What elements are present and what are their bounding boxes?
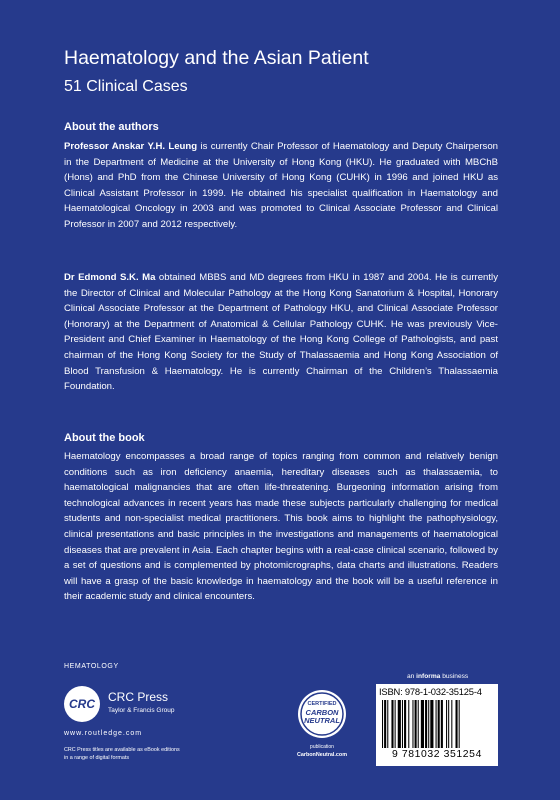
informa-prefix: an bbox=[407, 673, 417, 680]
barcode-stripe bbox=[408, 700, 409, 748]
carbon-url: CarbonNeutral.com bbox=[296, 752, 348, 758]
publisher-website: www.routledge.com bbox=[64, 730, 143, 737]
barcode-stripe bbox=[384, 700, 386, 748]
barcode-stripe bbox=[459, 700, 460, 748]
barcode-icon bbox=[380, 700, 494, 748]
barcode-stripe bbox=[402, 700, 403, 748]
carbon-publication-label: publication bbox=[310, 744, 334, 750]
barcode-stripe bbox=[421, 700, 424, 748]
barcode-stripe bbox=[415, 700, 417, 748]
barcode-stripe bbox=[428, 700, 429, 748]
carbon-badge-top: CERTIFIED bbox=[307, 701, 337, 707]
author2-name: Dr Edmond S.K. Ma bbox=[64, 272, 156, 283]
informa-brand: informa bbox=[416, 673, 441, 680]
informa-business-label bbox=[407, 673, 468, 680]
publisher-group: Taylor & Francis Group bbox=[108, 707, 175, 714]
carbon-badge-line1: CARBON bbox=[305, 708, 339, 717]
barcode-stripe bbox=[430, 700, 433, 748]
barcode-stripe bbox=[456, 700, 458, 748]
author1-bio: is currently Chair Professor of Haematology and Deputy Chairperson in the Department of Medicine at the University of Hong Kong (HKU). He graduated with MBChB (Hons) and PhD from the Chinese University of Hong Kong (CUHK) in 1996 and joined HKU as Clinical Assistant Professor in 1999. He obtained his specialist qualification in Haematology and Haematological Oncology in 2003 and was promoted to Clinical Associate Professor and Clinical Professor in 2007 and 2012 respectively. bbox=[64, 141, 498, 230]
informa-suffix: business bbox=[440, 673, 469, 680]
barcode-stripe bbox=[391, 700, 393, 748]
carbon-neutral-badge-graphic bbox=[298, 690, 346, 738]
barcode-stripe bbox=[404, 700, 406, 748]
carbon-badge-line2: NEUTRAL bbox=[304, 716, 340, 725]
barcode-digits: 9 781032 351254 bbox=[392, 749, 482, 760]
barcode-stripe bbox=[418, 700, 419, 748]
barcode-stripe bbox=[412, 700, 413, 748]
author2-paragraph bbox=[64, 270, 498, 395]
author1-paragraph bbox=[64, 139, 498, 233]
about-authors-heading: About the authors bbox=[64, 121, 159, 133]
about-book-heading: About the book bbox=[64, 432, 145, 444]
about-book-paragraph: Haematology encompasses a broad range of topics ranging from common and relatively benign conditions such as iron deficiency anaemia, hereditary diseases such as thalassaemia, to haematological malignancies that are often life-threatening. Burgeoning information arising from technological advances in recent years has made these subjects particularly challenging for medical students and non-specialist medical practitioners. This book aims to highlight the pathophysiology, clinical presentations and basic principles in the investigations and managements of haematological diseases that are prevalent in Asia. Each chapter begins with a real-case clinical scenario, followed by a set of questions and is complemented by photomicrographs, data charts and illustrations. Readers will have a grasp of the basic knowledge in haematology and the book will be a useful reference in their academic study and clinical encounters. bbox=[64, 451, 498, 603]
series-label: HEMATOLOGY bbox=[64, 663, 119, 670]
barcode-stripe bbox=[425, 700, 427, 748]
barcode-stripe bbox=[438, 700, 440, 748]
barcode-stripe bbox=[398, 700, 401, 748]
author1-name: Professor Anskar Y.H. Leung bbox=[64, 141, 198, 152]
barcode-stripe bbox=[448, 700, 449, 748]
barcode-stripe bbox=[387, 700, 388, 748]
barcode-stripe bbox=[451, 700, 452, 748]
carbon-neutral-badge-icon bbox=[298, 690, 346, 738]
book-title: Haematology and the Asian Patient bbox=[64, 47, 369, 69]
barcode-stripe bbox=[382, 700, 383, 748]
barcode-box bbox=[376, 684, 498, 766]
book-subtitle: 51 Clinical Cases bbox=[64, 78, 188, 95]
isbn-text: ISBN: 978-1-032-35125-4 bbox=[379, 686, 482, 697]
barcode-stripe bbox=[436, 700, 437, 748]
publisher-name: CRC Press bbox=[108, 690, 169, 704]
barcode-stripe bbox=[395, 700, 396, 748]
barcode-stripe bbox=[441, 700, 443, 748]
ebook-note: CRC Press titles are available as eBook editions in a range of digital formats bbox=[64, 747, 180, 761]
barcode-stripe bbox=[446, 700, 447, 748]
crc-logo-icon: CRC bbox=[64, 686, 100, 722]
author2-bio: obtained MBBS and MD degrees from HKU in 1987 and 2004. He is currently the Director of Clinical and Molecular Pathology at the Hong Kong Sanatorium & Hospital, Honorary Clinical Associate Professor at the Department of Pathology HKU, and Clinical Associate Professor (Honorary) at the Department of Anatomical & Cellular Pathology CUHK. He was previously Vice-President and Chief Examiner in Haematology of the Hong Kong College of Pathologists, and past chairman of the Hong Kong Society for the Study of Thalassaemia and Hong Kong Association of Blood Transfusion & Haematology. He is currently Chairman of the Children’s Thalassaemia Foundation. bbox=[64, 272, 498, 393]
